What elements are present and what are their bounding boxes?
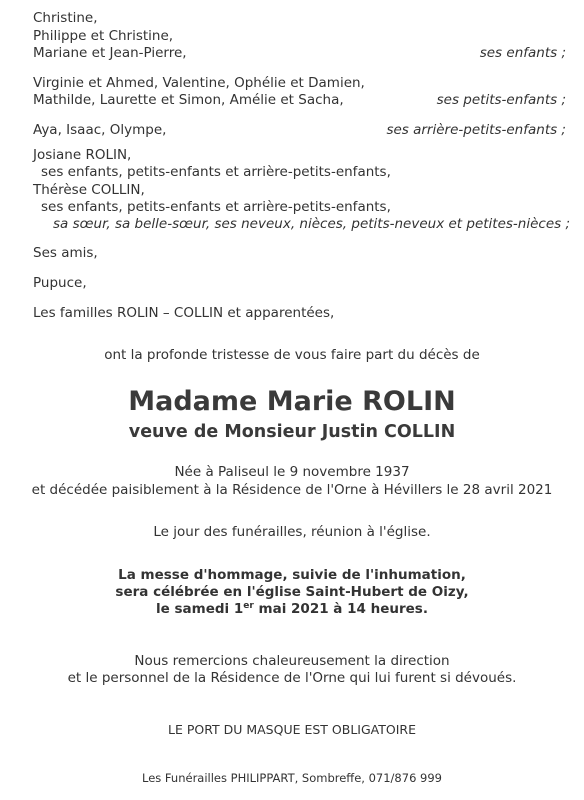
funeral-home-info: Les Funérailles PHILIPPART, Sombreffe, 071/876 999 [142,771,442,785]
family-line: ses enfants, petits-enfants et arrière-petits-enfants, [41,164,391,180]
family-line: Mathilde, Laurette et Simon, Amélie et Sacha, ses petits-enfants ; [33,92,566,108]
relation-role: sa sœur, sa belle-sœur, ses neveux, nièces, petits-neveux et petites-nièces ; [53,216,571,232]
thanks-line: et le personnel de la Résidence de l'Orne qui lui furent si dévoués. [67,670,517,686]
death-info: et décédée paisiblement à la Résidence de l'Orne à Hévillers le 28 avril 2021 [31,482,553,498]
family-line: Mariane et Jean-Pierre, ses enfants ; [33,45,566,61]
deceased-name: Madame Marie ROLIN [128,386,456,417]
family-line: ses enfants, petits-enfants et arrière-petits-enfants, [41,199,391,215]
family-line: Philippe et Christine, [33,28,174,44]
relation-role: ses enfants ; [479,45,566,61]
family-line: Aya, Isaac, Olympe, ses arrière-petits-enfants ; [33,122,566,138]
mass-line: La messe d'hommage, suivie de l'inhumation, [118,567,466,583]
family-line: Les familles ROLIN – COLLIN et apparentées, [33,305,335,321]
family-line: Thérèse COLLIN, [33,182,145,198]
mass-date: le samedi 1er mai 2021 à 14 heures. [156,601,428,617]
mask-notice: LE PORT DU MASQUE EST OBLIGATOIRE [168,722,416,737]
family-line: Ses amis, [33,245,98,261]
thanks-line: Nous remercions chaleureusement la direction [134,653,450,669]
family-line: Virginie et Ahmed, Valentine, Ophélie et Damien, [33,75,365,91]
birth-info: Née à Paliseul le 9 novembre 1937 [174,464,410,480]
funeral-meeting: Le jour des funérailles, réunion à l'église. [153,524,431,540]
family-line: Pupuce, [33,275,87,291]
family-line: Josiane ROLIN, [33,147,132,163]
family-line: Christine, [33,10,98,26]
mass-line: sera célébrée en l'église Saint-Hubert de Oizy, [115,584,469,600]
relation-role: ses arrière-petits-enfants ; [386,122,566,138]
announcement-text: ont la profonde tristesse de vous faire part du décès de [104,347,480,363]
widow-of: veuve de Monsieur Justin COLLIN [128,422,456,442]
relation-role: ses petits-enfants ; [436,92,566,108]
